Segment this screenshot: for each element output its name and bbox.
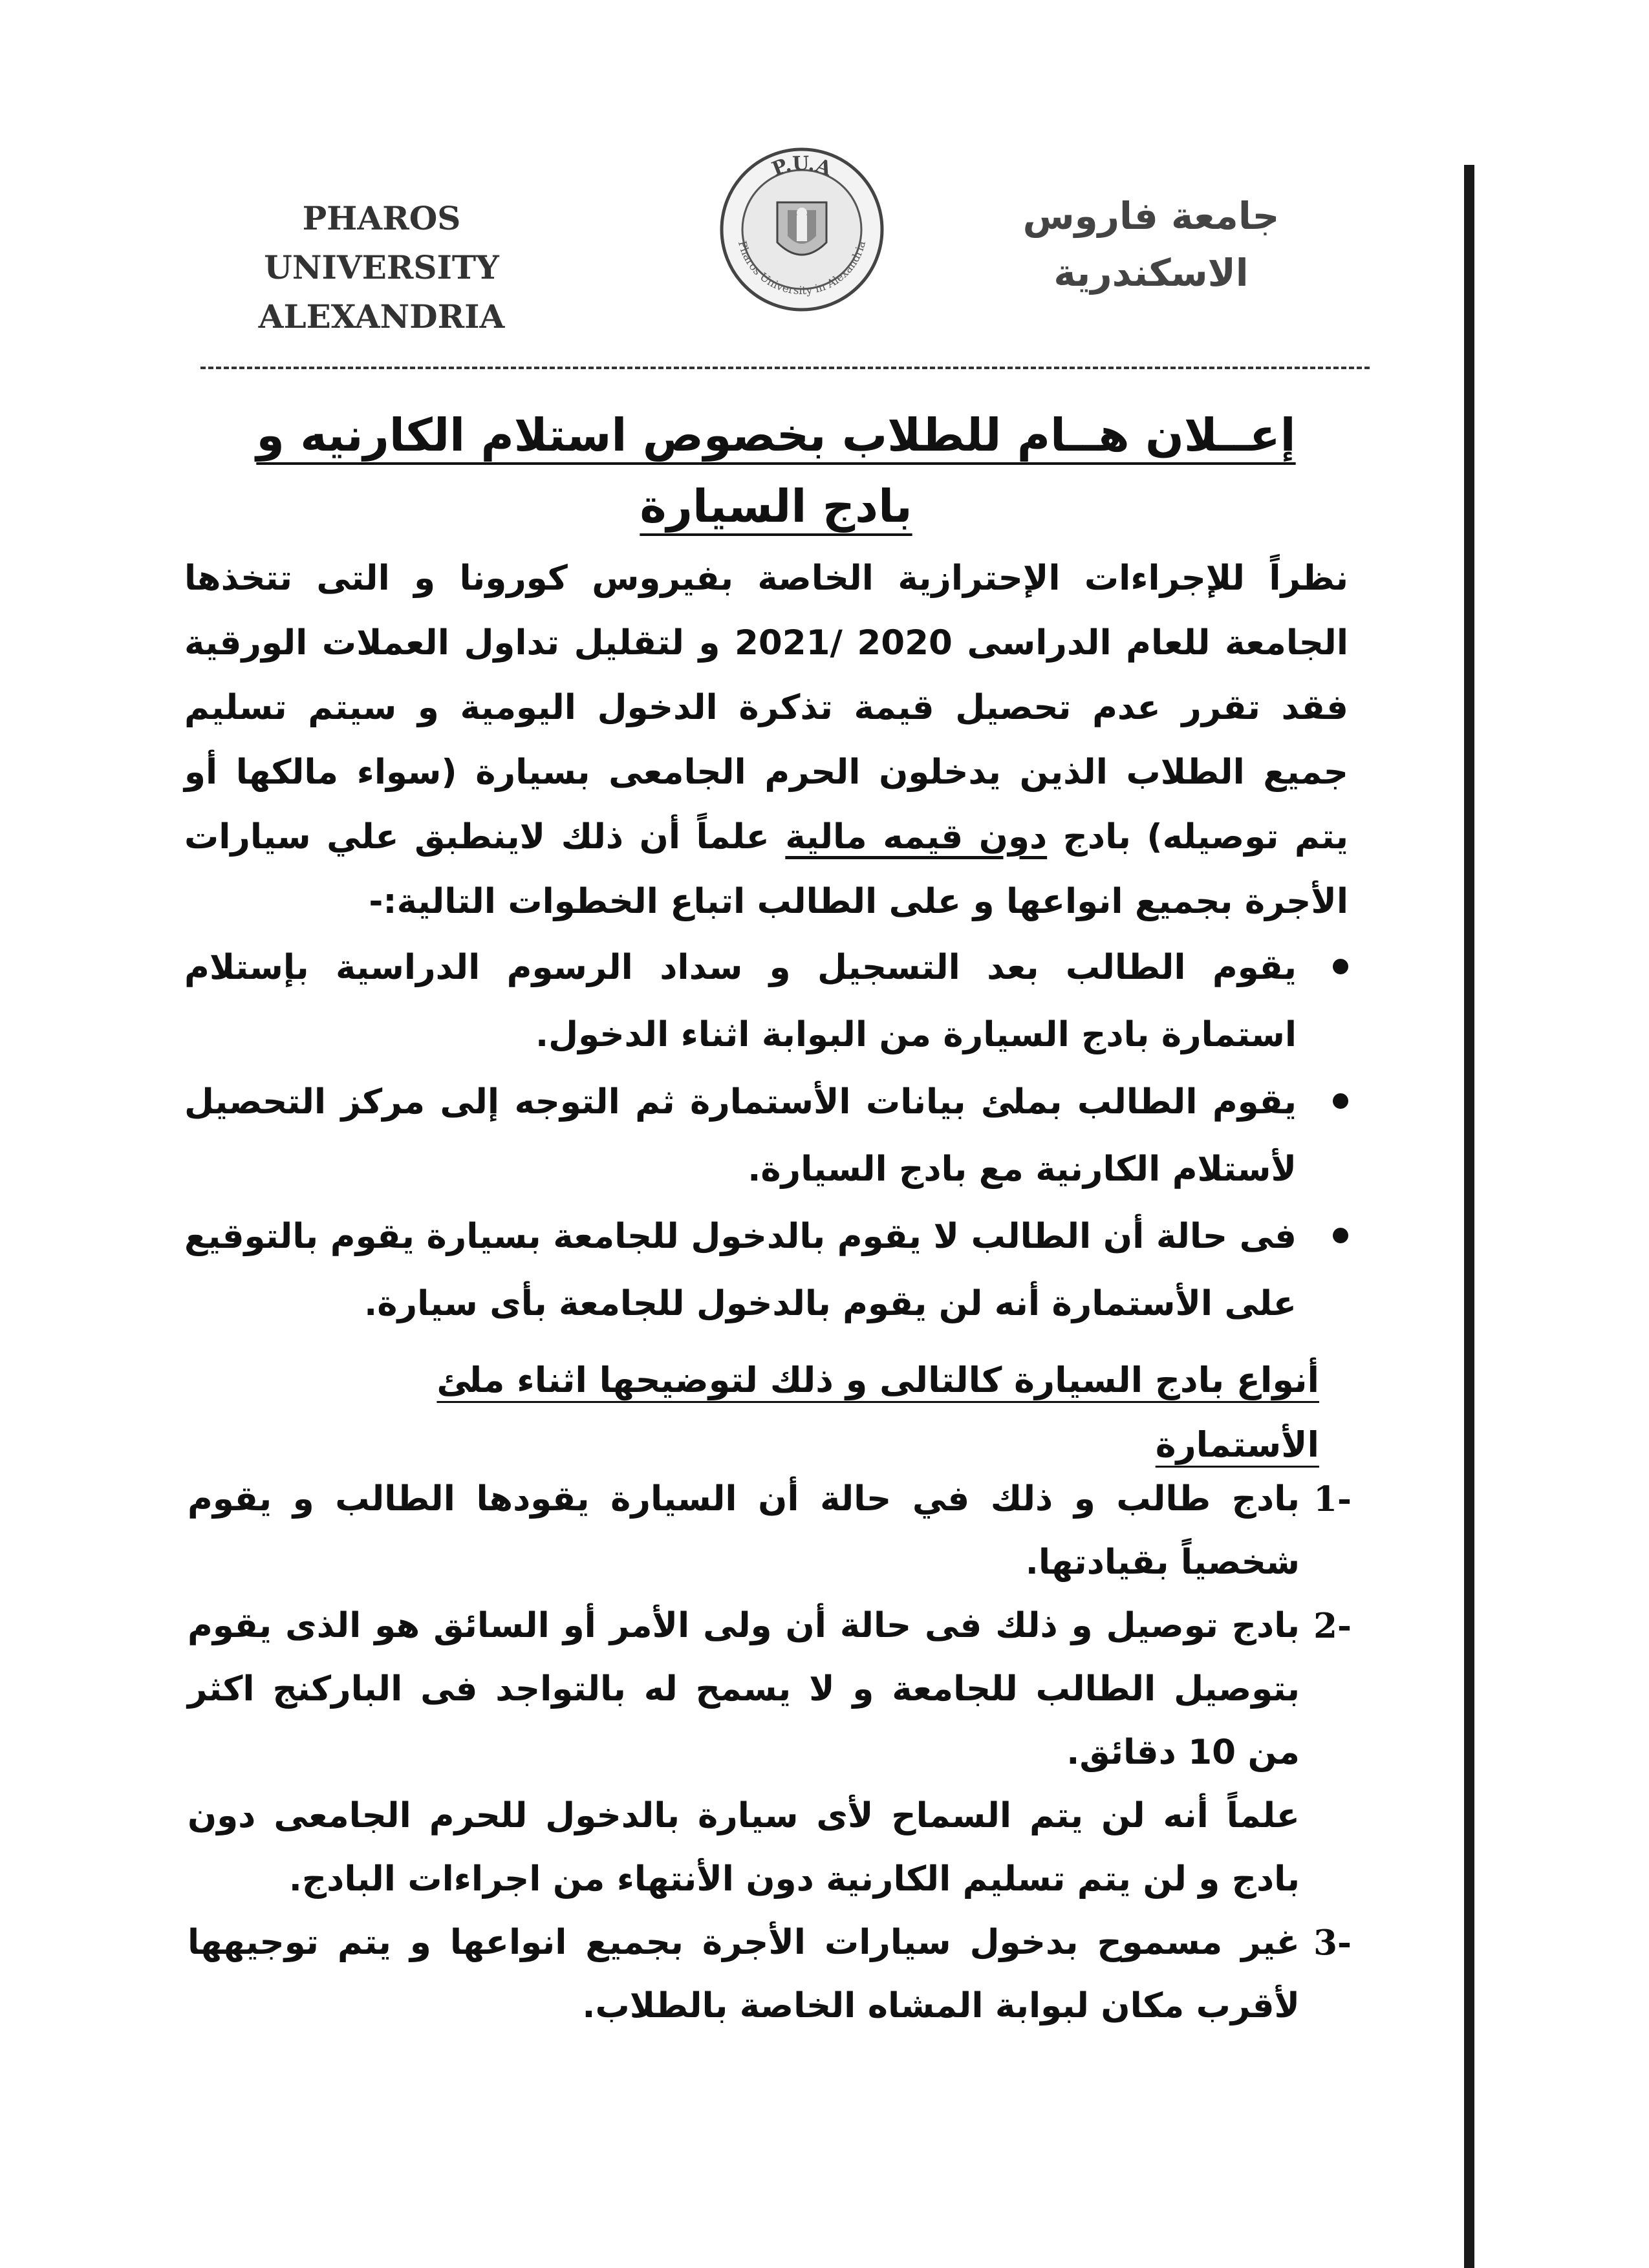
badge-type-item: [188, 1594, 1352, 1784]
badge-type-number: 1-: [1313, 1479, 1352, 1519]
badge-type-text: بادج توصيل و ذلك فى حالة أن ولى الأمر أو السائق هو الذى يقوم بتوصيل الطالب للجامعة و لا يسمح له بالتواجد فى الباركنج اكثر من 10 دقائق.: [188, 1606, 1300, 1772]
badge-type-text: غير مسموح بدخول سيارات الأجرة بجميع انواعها و يتم توجيهها لأقرب مكان لبوابة المشاه الخاصة بالطلاب.: [188, 1923, 1300, 2026]
step-text: يقوم الطالب بعد التسجيل و سداد الرسوم الدراسية بإستلام استمارة بادج السيارة من البوابة اثناء الدخول.: [184, 948, 1297, 1054]
badge-types-section: [188, 1468, 1352, 2038]
intro-paragraph: [184, 546, 1348, 934]
bullet-dot-icon: [1333, 959, 1348, 974]
university-name-en-line1: PHAROS UNIVERSITY: [264, 199, 499, 286]
intro-part2: علماً أن ذلك لاينطبق علي سيارات الأجرة بجميع انواعها و على الطالب اتباع الخطوات التالية:-: [184, 817, 1348, 921]
announcement-title-text: إعــلان هــام للطلاب بخصوص استلام الكارنيه و بادج السيارة: [256, 409, 1296, 533]
intro-underlined: دون قيمه مالية: [785, 817, 1048, 857]
university-name-en-line2: ALEXANDRIA: [258, 297, 505, 336]
university-seal-logo: [718, 145, 886, 314]
steps-list-item: [184, 934, 1348, 1069]
bullet-dot-icon: [1333, 1093, 1348, 1109]
university-name-en: [200, 194, 563, 341]
badge-types-heading: [362, 1348, 1319, 1477]
steps-list-item: [184, 1069, 1348, 1203]
badge-type-text: بادج طالب و ذلك في حالة أن السيارة يقودها الطالب و يقوم شخصياً بقيادتها.: [188, 1479, 1300, 1582]
header-divider: [200, 367, 1370, 369]
badge-type-note-text: علماً أنه لن يتم السماح لأى سيارة بالدخول للحرم الجامعى دون بادج و لن يتم تسليم الكارنية دون الأنتهاء من اجراءات البادج.: [188, 1796, 1300, 1899]
seal-top-text: P.U.A: [769, 152, 835, 181]
page-right-border: [1464, 165, 1474, 2268]
announcement-body: [184, 546, 1348, 1338]
badge-types-heading-text: أنواع بادج السيارة كالتالى و ذلك لتوضيحها اثناء ملئ الأستمارة: [436, 1360, 1319, 1465]
step-text: يقوم الطالب بملئ بيانات الأستمارة ثم التوجه إلى مركز التحصيل لأستلام الكارنية مع بادج السيارة.: [184, 1082, 1297, 1189]
step-text: فى حالة أن الطالب لا يقوم بالدخول للجامعة بسيارة يقوم بالتوقيع على الأستمارة أنه لن يقوم بالدخول للجامعة بأى سيارة.: [184, 1217, 1297, 1323]
badge-types-list: [188, 1468, 1352, 2038]
badge-type-note: [188, 1784, 1352, 1911]
university-name-ar-line2: الاسكندرية: [1053, 251, 1249, 295]
steps-list-item: [184, 1203, 1348, 1338]
steps-list: [184, 934, 1348, 1338]
intro-part1: نظراً للإجراءات الإحترازية الخاصة بفيروس كورونا و التى تتخذها الجامعة للعام الدراسى 2020 /2021 و لتقليل تداول العملات الورقية فقد تقرر عدم تحصيل قيمة تذكرة الدخول اليومية و سيتم تسليم جميع الطلاب الذين يدخلون الحرم الجامعى بسيارة (سواء مالكها أو يتم توصيله) بادج: [184, 559, 1348, 857]
university-name-ar-line1: جامعة فاروس: [1022, 194, 1280, 238]
announcement-title: [213, 400, 1339, 542]
seal-ring-text: Pharos University in Alexandria: [735, 239, 869, 298]
bullet-dot-icon: [1333, 1228, 1348, 1243]
university-name-ar: [983, 187, 1319, 301]
badge-type-item: [188, 1468, 1352, 1594]
badge-type-item: [188, 1911, 1352, 2038]
badge-type-number: 3-: [1313, 1923, 1352, 1963]
badge-type-number: 2-: [1313, 1606, 1352, 1646]
